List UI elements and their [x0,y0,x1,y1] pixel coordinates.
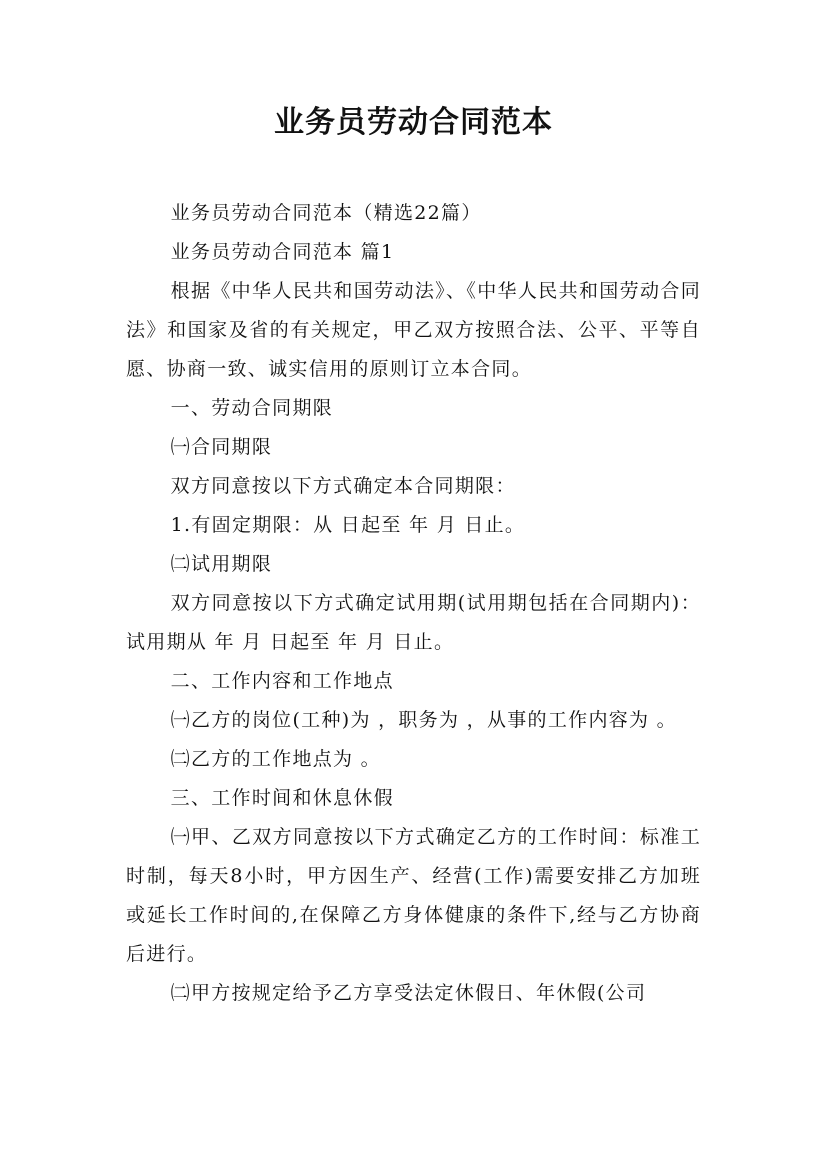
section-heading: 三、工作时间和休息休假 [170,787,394,809]
paragraph: 1.有固定期限：从 日起至 年 月 日止。 [170,514,526,536]
paragraph: ㈠乙方的岗位(工种)为 ，职务为 ，从事的工作内容为 。 [170,709,677,731]
section-heading: 二、工作内容和工作地点 [170,670,394,692]
section-heading: 一、劳动合同期限 [170,397,334,419]
paragraph: 业务员劳动合同范本（精选22篇） [170,202,482,224]
subsection-heading: ㈡试用期限 [170,553,273,575]
document-body [126,194,701,1013]
subsection-heading: ㈠合同期限 [170,436,273,458]
paragraph: ㈠甲、乙双方同意按以下方式确定乙方的工作时间：标准工时制，每天8小时，甲方因生产、经营(工作)需要安排乙方加班或延长工作时间的,在保障乙方身体健康的条件下,经与乙方协商后进行。 [126,826,701,965]
document-title: 业务员劳动合同范本 [274,105,553,140]
paragraph: ㈡乙方的工作地点为 。 [170,748,381,770]
paragraph: ㈡甲方按规定给予乙方享受法定休假日、年休假(公司 [170,982,647,1004]
paragraph: 业务员劳动合同范本 篇1 [170,241,395,263]
paragraph: 双方同意按以下方式确定本合同期限： [170,475,516,497]
paragraph: 根据《中华人民共和国劳动法》、《中华人民共和国劳动合同法》和国家及省的有关规定，甲乙双方按照合法、公平、平等自愿、协商一致、诚实信用的原则订立本合同。 [126,280,701,380]
paragraph: 双方同意按以下方式确定试用期(试用期包括在合同期内)：试用期从 年 月 日起至 年 月 日止。 [126,592,701,653]
